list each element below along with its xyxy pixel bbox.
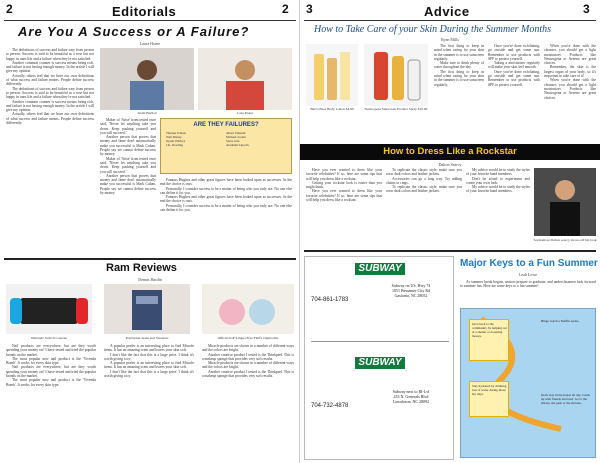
page-number-right: 3 bbox=[583, 2, 590, 16]
portrait-photo-icon bbox=[100, 48, 194, 110]
key-4: Don't stay in the house all day. Catch up with friends and read. Go to the library, the park or the movies. bbox=[541, 393, 590, 405]
review-column-2: A popular peeler is an interesting place to find Miracle items. It has an amazing scent and leaves your skin soft. I don't like the fact that this is a large price. I think it's worth giving a try. A popular peeler is an interesting place to find Miracle items. It has an amazing scent and leaves your skin soft. I don't like the fact that this is a large price. I think it's worth giving a try. bbox=[104, 344, 194, 379]
rockstar-column-3: My advice would be to study the styles of your favorite band members. Don't be afraid to experiment and create your own look. My advice would be to study the styles of your favorite band members. bbox=[466, 168, 530, 194]
subway-address-2: Subway next to RI-Lvl 433 N. Generals Blvd Lincolnton, NC 28092 bbox=[392, 389, 430, 404]
subway-phone-1: 704-861-1783 bbox=[311, 297, 349, 303]
subway-logo: SUBWAY bbox=[355, 263, 405, 275]
section-divider bbox=[304, 250, 596, 252]
reviews-byline: Dennis Hardin bbox=[138, 277, 162, 282]
major-keys-title: Major Keys to a Fun Summer bbox=[460, 258, 598, 269]
are-they-failures-card bbox=[160, 118, 292, 174]
rockstar-column-2: To replicate the classic style, make sure you wear dark colors and leather jackets. Accessories can go a long way. Try adding chains or rings. To replicate the classic style, make sure you wear dark colors and leather jackets. bbox=[386, 168, 462, 194]
sunscreen-bottle-icon bbox=[364, 44, 428, 106]
sunscreen-photo bbox=[364, 44, 428, 106]
section-title: Advice bbox=[424, 4, 470, 19]
page-number-right: 2 bbox=[282, 2, 289, 16]
skin-care-byline: Ryan Mills bbox=[441, 37, 459, 42]
list-item: Oprah Winfrey bbox=[166, 139, 186, 143]
review-column-3: Miracle products are shown in a number of different ways and the colors are bright. Another creative product I tested is the Thinkpeel. This is a makeup sponge that provides very soft results. Miracle products are shown in a number of different ways and the colors are bright. Another creative product I tested is the Thinkpeel. This is a makeup sponge that provides very soft results. bbox=[202, 344, 294, 379]
portrait-photo-icon bbox=[198, 48, 292, 110]
article-column-2: Maker of 'Arise' from tested once said, 'Never let anything take you down. Keep pushing yourself and you will succeed.' Another person that proves that money and fame don't automatically make you successful is Mark Cuban. People say we cannot define success by money. Maker of 'Arise' from tested once said, 'Never let anything take you down. Keep pushing yourself and you will succeed.' Another person that proves that money and fame don't automatically make you successful is Mark Cuban. People say we cannot define success by money. bbox=[100, 118, 156, 196]
lotion-bottle-icon bbox=[306, 44, 358, 106]
review-column-1: Nail products are everywhere, but are they worth spending your money on? I have tested and tried the popular brands on the market. The most popular new nail product is the 'Vivenda Bomb'. It works for every skin type. Nail products are everywhere, but are they worth spending your money on? I have tested and tried the popular brands on the market. The most popular new nail product is the 'Vivenda Bomb'. It works for every skin type. bbox=[6, 344, 96, 387]
subway-logo: SUBWAY bbox=[355, 357, 405, 369]
list-item: Abraham Lincoln bbox=[226, 143, 249, 147]
reviews-title: Ram Reviews bbox=[106, 262, 177, 274]
article-photo-2 bbox=[198, 48, 292, 110]
skin-column-2: Once you've done exfoliating, go outside and get some sun. Remember to use products with SPF to protect yourself. Taking a moisturizer regularly will make your skin feel smooth. Once you've done exfoliating, go outside and get some sun. Remember to use products with SPF to protect yourself. bbox=[488, 44, 540, 87]
review-photo-3-caption: Official iGF/Lingua Free Fluffy Ojamochis bbox=[217, 336, 279, 340]
review-photo-2 bbox=[104, 284, 190, 334]
rockstar-byline: Dalton Searcy bbox=[438, 162, 462, 167]
key-card-1: Give back to the community by helping out at a shelter or donating money. bbox=[469, 319, 509, 361]
card-title: ARE THEY FAILURES? bbox=[193, 122, 259, 128]
article-column-1: The definitions of success and failure vary from person to person. Success is said to be beautiful as a rose but not happy in ones life and a failure when they're not satisfied. Another common counter is success means being rich, and failure is not having enough money. In the article I will give my opinion. Actually, others feel that we have our own definitions of what success and failure means. People define success differently. The definitions of success and failure vary from person to person. Success is said to be beautiful as a rose but not happy in ones life and a failure when they're not satisfied. Another common counter is success means being rich, and failure is not having enough money. In the article I will give my opinion. Actually, others feel that we have our own definitions of what success and failure means. People define success differently. bbox=[6, 48, 94, 126]
subway-address-1: Subway on US. Hwy 74 1051 Bessemer City Rd Gastonia, NC 28052 bbox=[391, 283, 431, 298]
skin-care-title: How to Take Care of your Skin During the Summer Months bbox=[314, 24, 552, 35]
list-item: Michael Jordan bbox=[226, 135, 246, 139]
subway-ad[interactable] bbox=[304, 256, 454, 460]
clothing-icon bbox=[104, 284, 190, 334]
list-item: Steve Jobs bbox=[226, 139, 240, 143]
game-console-icon bbox=[6, 284, 92, 334]
article-column-3: Famous Hughes and other great figures have been looked upon as successes. In the end the choice is ours. Personally, I consider success to be a matter of being who you truly are. No one else can define it for you. Famous Hughes and other great figures have been looked upon as successes. In the end the choice is ours. Personally, I consider success to be a matter of being who you truly are. No one else can define it for you. bbox=[160, 178, 292, 213]
list-item: J.K. Rowling bbox=[166, 143, 183, 147]
photo-1-caption: Justin Bartlett bbox=[137, 111, 157, 115]
header-rule bbox=[4, 20, 296, 21]
sunscreen-caption: Neutrogena Sunscreen Product Spray $10.99 bbox=[364, 107, 428, 111]
section-title: Editorials bbox=[112, 4, 177, 19]
lotion-caption: Burt's Bees Body Lotion $4.99 bbox=[310, 107, 354, 111]
header-rule bbox=[304, 20, 596, 21]
rockstar-photo-caption: Sophomore Dalton searcy shows off his look bbox=[533, 238, 597, 242]
article-byline: Laura Horne bbox=[139, 41, 161, 46]
list-item: Albert Einstein bbox=[226, 131, 246, 135]
advice-page bbox=[300, 0, 600, 463]
review-photo-1-caption: Nintendo Switch Console bbox=[31, 336, 67, 340]
article-photo-1 bbox=[100, 48, 194, 110]
rockstar-title: How to Dress Like a Rockstar bbox=[300, 144, 600, 160]
article-title: Are You A Success or A Failure? bbox=[18, 24, 250, 39]
rockstar-column-1: Have you ever wanted to dress like your favorite celebrities? If so, here are some tips that will help you dress like a rockstar. Getting your rockstar look is easier than you might think. Have you ever wanted to dress like your favorite celebrities? If so, here are some tips that will help you dress like a rockstar. bbox=[306, 168, 382, 203]
major-keys-intro: As summer break begins, seniors prepare to graduate, and underclassmen look forward to summer fun. Here are some keys to a fun summer! bbox=[460, 280, 596, 289]
section-divider bbox=[4, 258, 296, 260]
page-number-left: 3 bbox=[306, 2, 313, 16]
key-3: Binge watch a Netflix series. bbox=[541, 319, 580, 323]
page-number-left: 2 bbox=[6, 2, 13, 16]
major-keys-graphic bbox=[460, 308, 596, 458]
list-item: Thomas Edison bbox=[166, 131, 186, 135]
review-photo-2-caption: Popbucket Jeans and Sweaters bbox=[125, 336, 169, 340]
rockstar-photo bbox=[534, 168, 596, 236]
plush-toy-icon bbox=[202, 284, 294, 334]
skin-column-1: The first thing to keep in mind when caring for your skin in the summer is to use sunscreen regularly. Make sure to drink plenty of water throughout the day. The first thing to keep in mind when caring for your skin in the summer is to use sunscreen regularly. bbox=[434, 44, 484, 87]
list-item: Walt Disney bbox=[166, 135, 182, 139]
lotion-photo bbox=[306, 44, 358, 106]
major-keys-byline: Leah Lowe bbox=[518, 272, 538, 277]
portrait-photo-icon bbox=[534, 168, 596, 236]
review-photo-3 bbox=[202, 284, 294, 334]
photo-2-caption: Lona Prater bbox=[236, 111, 254, 115]
key-card-2: Stay hydrated by drinking lots of water during those hot days. bbox=[469, 381, 509, 417]
skin-column-3: When you're done with the cleanser, you should get a light moisturizer. Products like Neutrogena or Aveeno are great choices. Remember, the skin is the largest organ of your body, so it's important to take care of it! When you're done with the cleanser, you should get a light moisturizer. Products like Neutrogena or Aveeno are great choices. bbox=[544, 44, 596, 100]
subway-phone-2: 704-732-4878 bbox=[311, 403, 349, 409]
review-photo-1 bbox=[6, 284, 92, 334]
ad-divider bbox=[311, 341, 449, 342]
